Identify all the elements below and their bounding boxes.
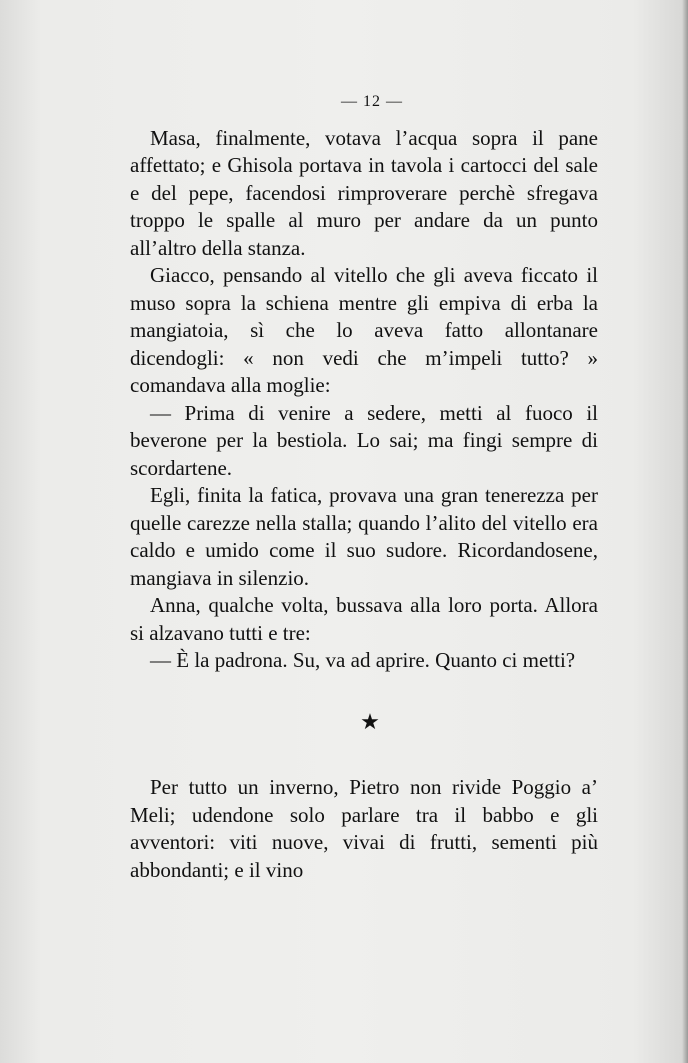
page-text-block [130, 88, 598, 884]
paragraph-5: Anna, qualche volta, bussava alla loro porta. Allora si alzavano tutti e tre: [130, 593, 598, 645]
page-number: — 12 — [341, 93, 403, 110]
paragraph-6: — È la padrona. Su, va ad aprire. Quanto ci metti? [150, 648, 576, 672]
paragraph-4: Egli, finita la fatica, provava una gran tenerezza per quelle carezze nella stalla; quando l’alito del vitello era caldo e umido come il suo sudore. Ricordandosene, mangiava in silenzio. [130, 483, 598, 590]
paragraph-1: Masa, finalmente, votava l’acqua sopra il pane affettato; e Ghisola portava in tavola i cartocci del sale e del pepe, facendosi rimproverare perchè sfregava troppo le spalle al muro per andare da un punto all’altro della stanza. [130, 125, 598, 260]
section-separator-star-icon: ★ [360, 709, 380, 735]
paragraph-2: Giacco, pensando al vitello che gli aveva ficcato il muso sopra la schiena mentre gli empiva di erba la mangiatoia, sì che lo aveva fatto allontanare dicendogli: « non vedi che m’impeli tutto? » comandava alla moglie: [130, 263, 598, 397]
paragraph-3: — Prima di venire a sedere, metti al fuoco il beverone per la bestiola. Lo sai; ma fingi sempre di scordartene. [130, 400, 598, 480]
page-edge-shadow [682, 0, 688, 1063]
paragraph-7: Per tutto un inverno, Pietro non rivide Poggio a’ Meli; udendone solo parlare tra il babbo e gli avventori: viti nuove, vivai di frutti, sementi più abbondanti; e il vino [130, 775, 598, 882]
